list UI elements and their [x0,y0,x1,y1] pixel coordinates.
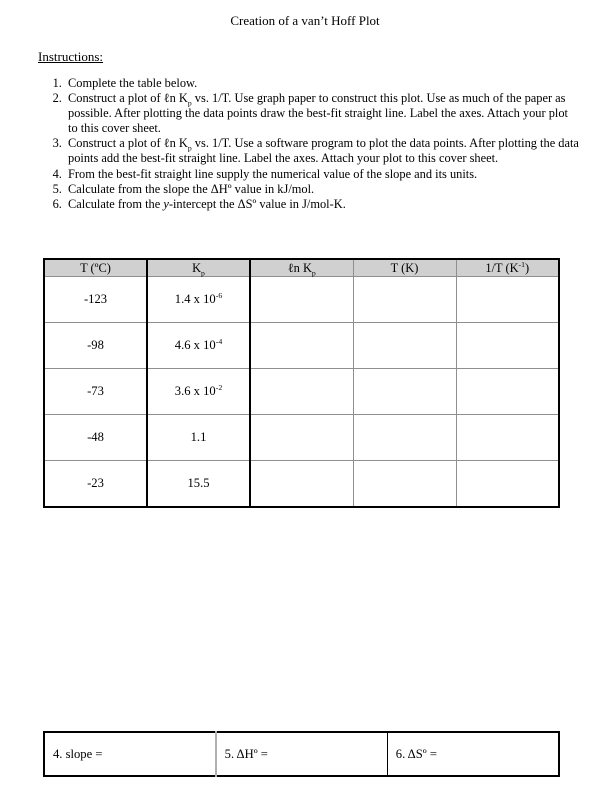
instruction-italic: y [163,196,169,211]
instruction-text: Construct a plot of ℓn K [68,136,188,151]
data-table [43,258,560,508]
instruction-item-1 [65,76,579,91]
col-header-t-celsius [44,259,147,277]
data-table-header-row [44,259,559,277]
header-text: ℓn K [287,260,312,275]
t-celsius-cell: -48 [44,415,147,461]
ln-kp-cell-blank [250,323,353,369]
instruction-subscript: p [187,98,192,108]
table-row [44,323,559,369]
instruction-text: vs. 1/T. Use a software program to plot the data points. After plotting the data points add the best-fit straight line. Label the axes. Attach your plot to this cover sheet. [68,136,579,166]
t-kelvin-cell-blank [353,461,456,508]
t-kelvin-cell-blank [353,277,456,323]
kp-exponent: -2 [215,382,223,392]
instruction-item-6 [65,197,579,212]
kp-exponent: -6 [215,290,223,300]
col-header-t-kelvin [353,259,456,277]
answers-table [43,731,560,777]
inverse-t-cell-blank [456,323,559,369]
header-text: ) [524,260,530,275]
answers-row [44,732,559,776]
col-header-inverse-t [456,259,559,277]
table-row [44,369,559,415]
instructions-list [38,76,579,212]
kp-value: 3.6 x 10 [174,384,216,398]
table-row [44,461,559,508]
kp-exponent: -4 [215,336,223,346]
t-celsius-cell: -98 [44,323,147,369]
header-text: T (K) [390,260,419,275]
instruction-subscript: p [187,143,192,153]
t-celsius-cell: -23 [44,461,147,508]
kp-value: 4.6 x 10 [174,338,216,352]
kp-value: 15.5 [187,476,210,490]
kp-value: 1.1 [190,430,207,444]
kp-cell [147,277,250,323]
t-celsius-cell: -73 [44,369,147,415]
inverse-t-cell-blank [456,277,559,323]
t-kelvin-cell-blank [353,415,456,461]
instruction-text: Complete the table below. [68,76,198,90]
instruction-text: Construct a plot of ℓn K [68,91,188,106]
instruction-text: vs. 1/T. Use graph paper to construct this plot. Use as much of the paper as possible. After plotting the data points draw the best-fit straight line. Label the axes. Attach your plot to this cover sheet. [68,91,568,136]
t-kelvin-cell-blank [353,323,456,369]
delta-h-answer-cell: 5. ΔHº = [216,732,388,776]
kp-cell [147,415,250,461]
ln-kp-cell-blank [250,415,353,461]
instruction-text: -intercept the ΔSº value in J/mol-K. [168,196,346,211]
kp-cell [147,461,250,508]
t-kelvin-cell-blank [353,369,456,415]
instructions-heading: Instructions: [38,49,103,64]
header-text: 1/T (K [485,260,519,275]
instruction-item-4 [65,167,579,182]
instruction-item-5 [65,182,579,197]
col-header-ln-kp [250,259,353,277]
inverse-t-cell-blank [456,415,559,461]
header-text: T (ºC) [80,260,111,275]
kp-cell [147,369,250,415]
slope-answer-cell: 4. slope = [44,732,216,776]
kp-cell [147,323,250,369]
ln-kp-cell-blank [250,277,353,323]
table-row [44,415,559,461]
header-text: K [192,260,202,275]
header-superscript: -1 [518,259,525,269]
col-header-kp [147,259,250,277]
instruction-item-3 [65,136,579,166]
page-title: Creation of a van’t Hoff Plot [230,13,380,28]
instruction-text: From the best-fit straight line supply the numerical value of the slope and its units. [68,166,478,181]
instruction-text: Calculate from the slope the ΔHº value in kJ/mol. [68,181,315,196]
ln-kp-cell-blank [250,369,353,415]
instruction-text: Calculate from the [68,196,164,211]
inverse-t-cell-blank [456,369,559,415]
header-subscript: p [201,267,205,277]
header-subscript: p [311,267,316,277]
kp-value: 1.4 x 10 [174,292,216,306]
delta-s-answer-cell: 6. ΔSº = [387,732,559,776]
table-row [44,277,559,323]
inverse-t-cell-blank [456,461,559,508]
instruction-item-2 [65,91,579,136]
t-celsius-cell: -123 [44,277,147,323]
ln-kp-cell-blank [250,461,353,508]
